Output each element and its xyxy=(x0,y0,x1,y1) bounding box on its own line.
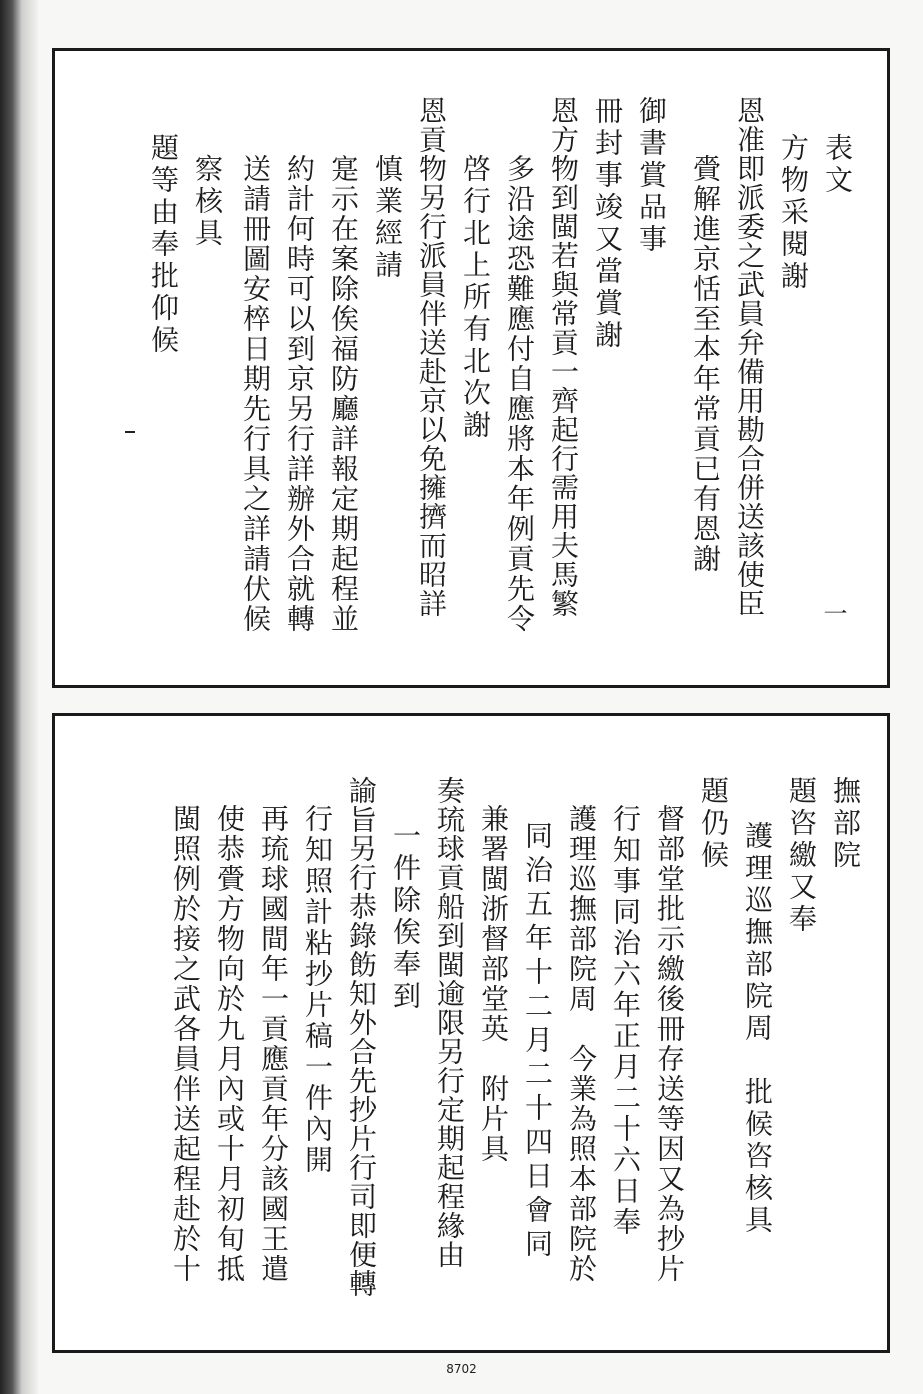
text-column: 奏琉球貢船到閩逾限另行定期起程緣由 xyxy=(433,776,466,1269)
text-column: 同治五年十二月二十四日會同 xyxy=(521,821,554,1263)
text-column: 題仍候 xyxy=(697,776,730,872)
text-column: 閩照例於接之武各員伴送起程赴於十 xyxy=(169,804,202,1284)
text-column: 察核具 xyxy=(191,154,224,250)
text-column: 方物采閱謝 xyxy=(777,133,810,293)
text-column: 寔示在案除俟福防廳詳報定期起程並 xyxy=(327,154,360,634)
text-column: 送請冊圖安椊日期先行具之詳請伏候 xyxy=(239,154,272,634)
text-column: 啓行北上所有北次謝 xyxy=(459,154,492,442)
text-column: 一件除俟奉到 xyxy=(389,821,422,1013)
book-gutter-shadow xyxy=(0,0,22,1394)
text-column: 護理巡撫部院周 批候咨核具 xyxy=(741,821,774,1237)
ink-mark xyxy=(125,431,135,433)
text-column: 兼署閩浙督部堂英 附片具 xyxy=(477,804,510,1164)
text-column: 約計何時可以到京另行詳辦外合就轉 xyxy=(283,154,316,634)
text-column: 恩方物到閩若與常貢一齊起行需用夫馬繁 xyxy=(547,96,580,618)
text-column: 題等由奉批仰候 xyxy=(147,133,180,357)
page-number: 8702 xyxy=(446,1362,477,1376)
text-column: 賫解進京恬至本年常貢已有恩謝 xyxy=(689,154,722,574)
bottom-document-panel xyxy=(52,713,890,1353)
leaf-mark: 一 xyxy=(819,601,847,631)
book-gutter-fade xyxy=(22,0,38,1394)
top-document-panel xyxy=(52,48,890,688)
text-column: 多沿途恐難應付自應將本年例貢先令 xyxy=(503,154,536,634)
text-column: 恩准即派委之武員弁備用勘合併送該使臣 xyxy=(733,96,766,618)
text-column: 題咨繳又奉 xyxy=(785,776,818,936)
text-column: 表文 xyxy=(821,133,854,197)
text-column: 諭旨另行恭錄飭知外合先抄片行司即便轉 xyxy=(345,776,378,1298)
text-column: 冊封事竣又當賞謝 xyxy=(591,96,624,352)
text-column: 撫部院 xyxy=(829,776,862,872)
text-column: 使恭賫方物向於九月內或十月初旬抵 xyxy=(213,804,246,1284)
text-column: 慎業經請 xyxy=(371,154,404,282)
text-column: 恩貢物另行派員伴送赴京以免擁擠而昭詳 xyxy=(415,96,448,618)
text-column: 督部堂批示繳後冊存送等因又為抄片 xyxy=(653,804,686,1284)
text-column: 御書賞品事 xyxy=(635,96,668,256)
text-column: 護理巡撫部院周 今業為照本部院於 xyxy=(565,804,598,1284)
text-column: 再琉球國間年一貢應貢年分該國王遣 xyxy=(257,804,290,1284)
text-column: 行知事同治六年正月二十六日奉 xyxy=(609,804,642,1238)
text-column: 行知照計粘抄片稿一件內開 xyxy=(301,804,334,1176)
